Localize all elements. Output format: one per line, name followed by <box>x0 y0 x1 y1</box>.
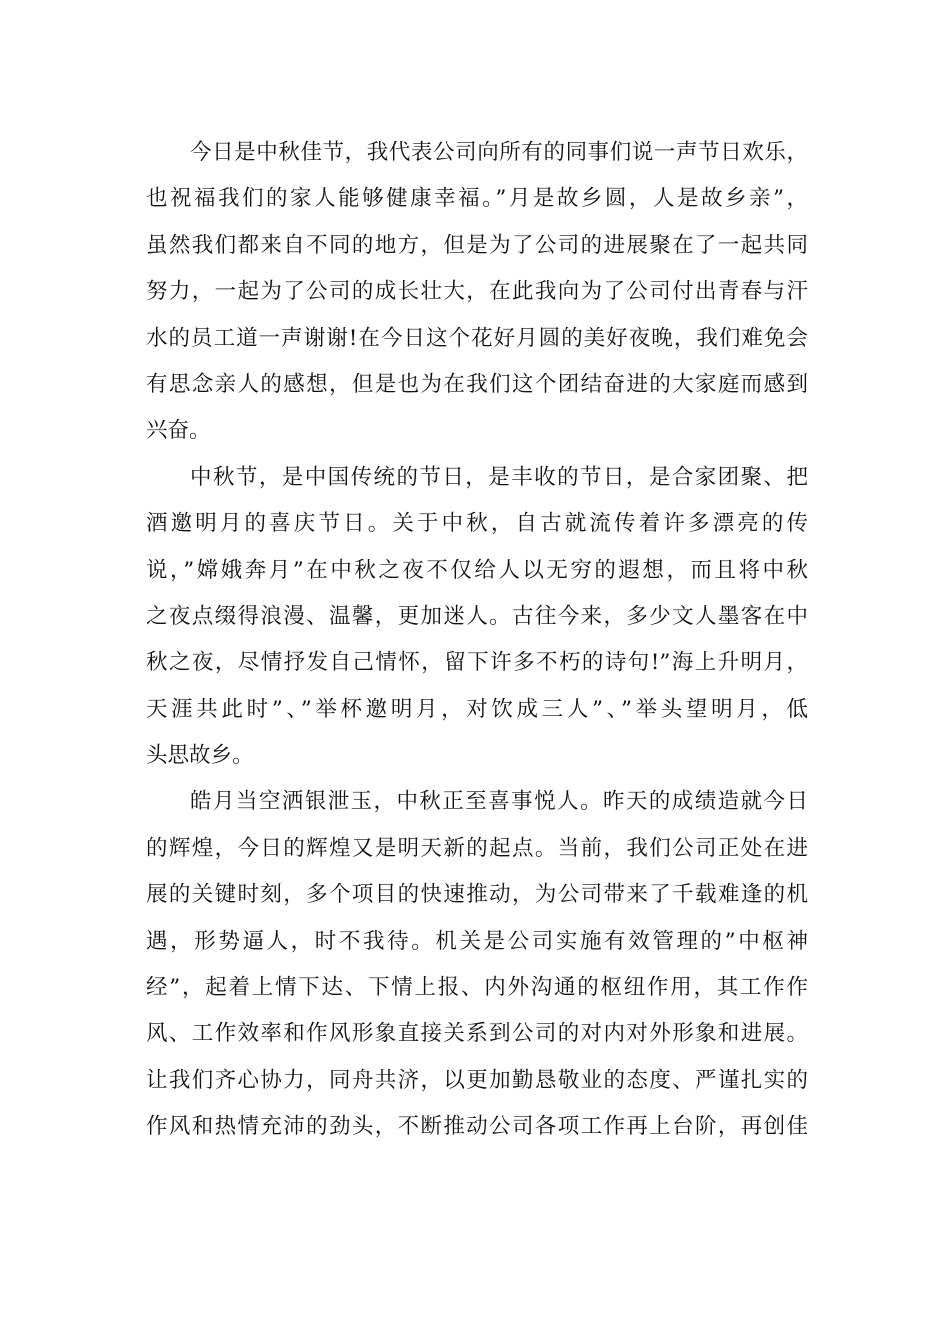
paragraph-1 <box>146 130 808 455</box>
text-line: 的辉煌，今日的辉煌又是明天新的起点。当前，我们公司正处在进 <box>146 835 808 861</box>
text-line: 让我们齐心协力，同舟共济，以更加勤恳敬业的态度、严谨扎实的 <box>146 1067 808 1093</box>
paragraph-2 <box>146 455 808 780</box>
paragraph-3 <box>146 779 808 1150</box>
text-line: 头思故乡。 <box>146 743 254 769</box>
text-line: 遇，形势逼人，时不我待。机关是公司实施有效管理的”中枢神 <box>146 928 808 954</box>
text-line: 酒邀明月的喜庆节日。关于中秋，自古就流传着许多漂亮的传 <box>146 511 808 537</box>
text-line: 有思念亲人的感想，但是也为在我们这个团结奋进的大家庭而感到 <box>146 371 808 397</box>
text-line: 努力，一起为了公司的成长壮大，在此我向为了公司付出青春与汗 <box>146 279 808 305</box>
text-line: 之夜点缀得浪漫、温馨，更加迷人。古往今来，多少文人墨客在中 <box>146 603 808 629</box>
text-line: 中秋节，是中国传统的节日，是丰收的节日，是合家团聚、把 <box>190 464 808 490</box>
text-line: 虽然我们都来自不同的地方，但是为了公司的进展聚在了一起共同 <box>146 232 808 258</box>
text-line: 秋之夜，尽情抒发自己情怀，留下许多不朽的诗句!”海上升明月， <box>146 650 808 676</box>
text-line: 展的关键时刻，多个项目的快速推动，为公司带来了千载难逢的机 <box>146 882 808 908</box>
text-line: 水的员工道一声谢谢!在今日这个花好月圆的美好夜晚，我们难免会 <box>146 325 808 351</box>
text-line: 天涯共此时”、”举杯邀明月，对饮成三人”、”举头望明月，低 <box>146 696 808 722</box>
document-page <box>146 130 808 1151</box>
text-line: 经”，起着上情下达、下情上报、内外沟通的枢纽作用，其工作作 <box>146 975 808 1001</box>
text-line: 兴奋。 <box>146 418 211 444</box>
text-line: 皓月当空洒银泄玉，中秋正至喜事悦人。昨天的成绩造就今日 <box>190 789 808 815</box>
text-line: 风、工作效率和作风形象直接关系到公司的对内对外形象和进展。 <box>146 1021 808 1047</box>
text-line: 也祝福我们的家人能够健康幸福。”月是故乡圆，人是故乡亲”， <box>146 186 808 212</box>
text-line: 作风和热情充沛的劲头，不断推动公司各项工作再上台阶，再创佳 <box>146 1114 808 1140</box>
text-line: 今日是中秋佳节，我代表公司向所有的同事们说一声节日欢乐， <box>190 140 808 165</box>
text-line: 说，”嫦娥奔月”在中秋之夜不仅给人以无穷的遐想，而且将中秋 <box>146 557 808 583</box>
